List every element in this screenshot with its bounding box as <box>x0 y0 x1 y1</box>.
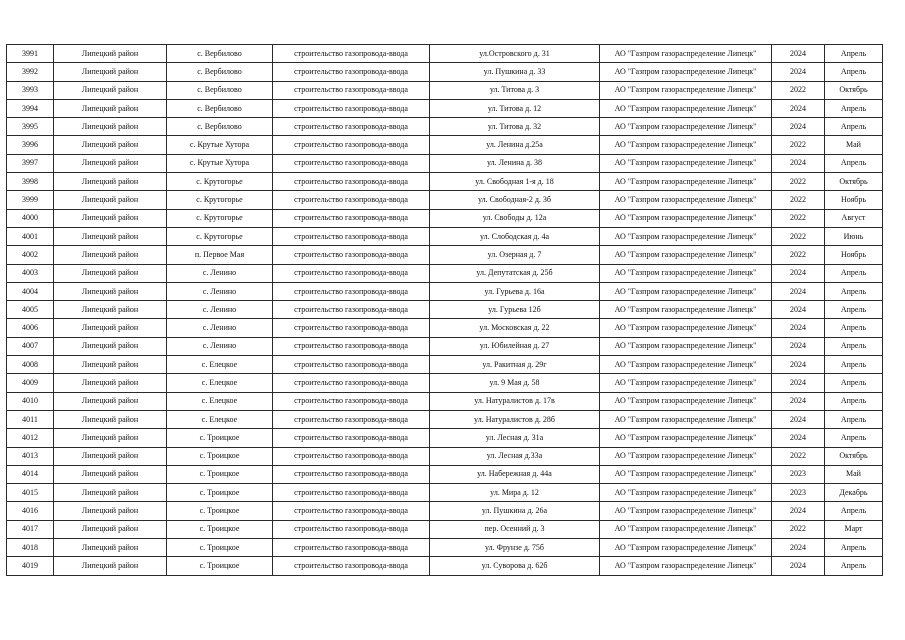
month-cell: Август <box>825 209 883 227</box>
contractor-cell: АО "Газпром газораспределение Липецк" <box>600 374 772 392</box>
address-cell: ул. Лесная д.33а <box>430 447 600 465</box>
contractor-cell: АО "Газпром газораспределение Липецк" <box>600 520 772 538</box>
contractor-cell: АО "Газпром газораспределение Липецк" <box>600 410 772 428</box>
settlement-cell: с. Крутогорье <box>167 173 273 191</box>
settlement-cell: с. Ленино <box>167 319 273 337</box>
contractor-cell: АО "Газпром газораспределение Липецк" <box>600 227 772 245</box>
row-number-cell: 3998 <box>7 173 54 191</box>
work-type-cell: строительство газопровода-ввода <box>273 319 430 337</box>
month-cell: Апрель <box>825 502 883 520</box>
table-row <box>7 264 883 282</box>
year-cell: 2024 <box>772 301 825 319</box>
district-cell: Липецкий район <box>54 99 167 117</box>
row-number-cell: 3991 <box>7 45 54 63</box>
district-cell: Липецкий район <box>54 81 167 99</box>
district-cell: Липецкий район <box>54 557 167 575</box>
address-cell: ул. Свободы д. 12а <box>430 209 600 227</box>
row-number-cell: 4006 <box>7 319 54 337</box>
district-cell: Липецкий район <box>54 374 167 392</box>
settlement-cell: с. Ленино <box>167 282 273 300</box>
table-row <box>7 45 883 63</box>
district-cell: Липецкий район <box>54 63 167 81</box>
contractor-cell: АО "Газпром газораспределение Липецк" <box>600 63 772 81</box>
work-type-cell: строительство газопровода-ввода <box>273 154 430 172</box>
year-cell: 2023 <box>772 484 825 502</box>
contractor-cell: АО "Газпром газораспределение Липецк" <box>600 173 772 191</box>
settlement-cell: с. Елецкое <box>167 374 273 392</box>
row-number-cell: 4015 <box>7 484 54 502</box>
address-cell: ул. Ракитная д. 29г <box>430 356 600 374</box>
work-type-cell: строительство газопровода-ввода <box>273 282 430 300</box>
month-cell: Апрель <box>825 429 883 447</box>
contractor-cell: АО "Газпром газораспределение Липецк" <box>600 356 772 374</box>
year-cell: 2024 <box>772 539 825 557</box>
work-type-cell: строительство газопровода-ввода <box>273 484 430 502</box>
contractor-cell: АО "Газпром газораспределение Липецк" <box>600 539 772 557</box>
district-cell: Липецкий район <box>54 337 167 355</box>
district-cell: Липецкий район <box>54 246 167 264</box>
district-cell: Липецкий район <box>54 319 167 337</box>
row-number-cell: 4001 <box>7 227 54 245</box>
contractor-cell: АО "Газпром газораспределение Липецк" <box>600 246 772 264</box>
row-number-cell: 4004 <box>7 282 54 300</box>
row-number-cell: 4009 <box>7 374 54 392</box>
table-row <box>7 191 883 209</box>
address-cell: ул. Натуралистов д. 28б <box>430 410 600 428</box>
month-cell: Апрель <box>825 557 883 575</box>
month-cell: Апрель <box>825 356 883 374</box>
month-cell: Октябрь <box>825 81 883 99</box>
table-body <box>7 45 883 576</box>
year-cell: 2024 <box>772 282 825 300</box>
work-type-cell: строительство газопровода-ввода <box>273 429 430 447</box>
table-row <box>7 429 883 447</box>
work-type-cell: строительство газопровода-ввода <box>273 520 430 538</box>
settlement-cell: с. Крутогорье <box>167 191 273 209</box>
settlement-cell: с. Елецкое <box>167 392 273 410</box>
row-number-cell: 3996 <box>7 136 54 154</box>
table-row <box>7 410 883 428</box>
contractor-cell: АО "Газпром газораспределение Липецк" <box>600 209 772 227</box>
row-number-cell: 3995 <box>7 118 54 136</box>
district-cell: Липецкий район <box>54 520 167 538</box>
address-cell: ул. Свободная-2 д. 3б <box>430 191 600 209</box>
settlement-cell: с. Крутогорье <box>167 209 273 227</box>
district-cell: Липецкий район <box>54 136 167 154</box>
district-cell: Липецкий район <box>54 282 167 300</box>
row-number-cell: 4007 <box>7 337 54 355</box>
row-number-cell: 4008 <box>7 356 54 374</box>
year-cell: 2024 <box>772 45 825 63</box>
month-cell: Апрель <box>825 118 883 136</box>
row-number-cell: 4016 <box>7 502 54 520</box>
year-cell: 2024 <box>772 429 825 447</box>
table-row <box>7 301 883 319</box>
settlement-cell: с. Ленино <box>167 337 273 355</box>
work-type-cell: строительство газопровода-ввода <box>273 173 430 191</box>
district-cell: Липецкий район <box>54 154 167 172</box>
row-number-cell: 4003 <box>7 264 54 282</box>
month-cell: Апрель <box>825 392 883 410</box>
work-type-cell: строительство газопровода-ввода <box>273 118 430 136</box>
table-row <box>7 374 883 392</box>
address-cell: ул. Титова д. 3 <box>430 81 600 99</box>
address-cell: ул. Московская д. 22 <box>430 319 600 337</box>
contractor-cell: АО "Газпром газораспределение Липецк" <box>600 319 772 337</box>
row-number-cell: 4014 <box>7 465 54 483</box>
month-cell: Апрель <box>825 319 883 337</box>
settlement-cell: с. Троицкое <box>167 557 273 575</box>
settlement-cell: с. Крутые Хутора <box>167 136 273 154</box>
row-number-cell: 4012 <box>7 429 54 447</box>
district-cell: Липецкий район <box>54 264 167 282</box>
month-cell: Июнь <box>825 227 883 245</box>
address-cell: ул.Островского д. 31 <box>430 45 600 63</box>
row-number-cell: 3993 <box>7 81 54 99</box>
month-cell: Апрель <box>825 282 883 300</box>
year-cell: 2024 <box>772 264 825 282</box>
table-row <box>7 539 883 557</box>
district-cell: Липецкий район <box>54 447 167 465</box>
year-cell: 2022 <box>772 81 825 99</box>
month-cell: Март <box>825 520 883 538</box>
address-cell: ул. Набережная д. 44а <box>430 465 600 483</box>
work-type-cell: строительство газопровода-ввода <box>273 99 430 117</box>
work-type-cell: строительство газопровода-ввода <box>273 227 430 245</box>
contractor-cell: АО "Газпром газораспределение Липецк" <box>600 484 772 502</box>
settlement-cell: с. Вербилово <box>167 81 273 99</box>
work-type-cell: строительство газопровода-ввода <box>273 209 430 227</box>
contractor-cell: АО "Газпром газораспределение Липецк" <box>600 392 772 410</box>
address-cell: ул. Натуралистов д. 17в <box>430 392 600 410</box>
work-type-cell: строительство газопровода-ввода <box>273 356 430 374</box>
settlement-cell: с. Крутые Хутора <box>167 154 273 172</box>
district-cell: Липецкий район <box>54 209 167 227</box>
year-cell: 2024 <box>772 557 825 575</box>
year-cell: 2024 <box>772 63 825 81</box>
work-type-cell: строительство газопровода-ввода <box>273 374 430 392</box>
district-cell: Липецкий район <box>54 429 167 447</box>
contractor-cell: АО "Газпром газораспределение Липецк" <box>600 465 772 483</box>
table-row <box>7 484 883 502</box>
settlement-cell: с. Троицкое <box>167 465 273 483</box>
year-cell: 2024 <box>772 337 825 355</box>
table-row <box>7 557 883 575</box>
contractor-cell: АО "Газпром газораспределение Липецк" <box>600 99 772 117</box>
year-cell: 2022 <box>772 227 825 245</box>
settlement-cell: с. Ленино <box>167 264 273 282</box>
month-cell: Декабрь <box>825 484 883 502</box>
row-number-cell: 3994 <box>7 99 54 117</box>
contractor-cell: АО "Газпром газораспределение Липецк" <box>600 447 772 465</box>
table-row <box>7 319 883 337</box>
address-cell: ул. Ленина д.25а <box>430 136 600 154</box>
year-cell: 2023 <box>772 465 825 483</box>
work-type-cell: строительство газопровода-ввода <box>273 136 430 154</box>
month-cell: Октябрь <box>825 447 883 465</box>
work-type-cell: строительство газопровода-ввода <box>273 392 430 410</box>
month-cell: Апрель <box>825 410 883 428</box>
work-type-cell: строительство газопровода-ввода <box>273 410 430 428</box>
settlement-cell: п. Первое Мая <box>167 246 273 264</box>
contractor-cell: АО "Газпром газораспределение Липецк" <box>600 154 772 172</box>
contractor-cell: АО "Газпром газораспределение Липецк" <box>600 136 772 154</box>
address-cell: ул. Фрунзе д. 75б <box>430 539 600 557</box>
contractor-cell: АО "Газпром газораспределение Липецк" <box>600 118 772 136</box>
contractor-cell: АО "Газпром газораспределение Липецк" <box>600 282 772 300</box>
row-number-cell: 4019 <box>7 557 54 575</box>
table-row <box>7 520 883 538</box>
year-cell: 2022 <box>772 173 825 191</box>
address-cell: ул. Слободская д. 4а <box>430 227 600 245</box>
work-type-cell: строительство газопровода-ввода <box>273 557 430 575</box>
table-row <box>7 118 883 136</box>
table-row <box>7 447 883 465</box>
gasification-schedule-table <box>6 44 883 576</box>
year-cell: 2024 <box>772 374 825 392</box>
address-cell: ул. Пушкина д. 26а <box>430 502 600 520</box>
address-cell: ул. Депутатская д. 25б <box>430 264 600 282</box>
year-cell: 2022 <box>772 136 825 154</box>
settlement-cell: с. Вербилово <box>167 45 273 63</box>
address-cell: ул. Титова д. 32 <box>430 118 600 136</box>
month-cell: Ноябрь <box>825 191 883 209</box>
address-cell: ул. Свободная 1-я д. 18 <box>430 173 600 191</box>
table-row <box>7 227 883 245</box>
month-cell: Апрель <box>825 301 883 319</box>
address-cell: ул. 9 Мая д. 58 <box>430 374 600 392</box>
month-cell: Апрель <box>825 264 883 282</box>
settlement-cell: с. Троицкое <box>167 429 273 447</box>
district-cell: Липецкий район <box>54 227 167 245</box>
work-type-cell: строительство газопровода-ввода <box>273 63 430 81</box>
district-cell: Липецкий район <box>54 392 167 410</box>
district-cell: Липецкий район <box>54 484 167 502</box>
settlement-cell: с. Троицкое <box>167 447 273 465</box>
settlement-cell: с. Крутогорье <box>167 227 273 245</box>
district-cell: Липецкий район <box>54 118 167 136</box>
settlement-cell: с. Троицкое <box>167 484 273 502</box>
district-cell: Липецкий район <box>54 410 167 428</box>
contractor-cell: АО "Газпром газораспределение Липецк" <box>600 557 772 575</box>
table-row <box>7 63 883 81</box>
table-row <box>7 154 883 172</box>
year-cell: 2022 <box>772 209 825 227</box>
contractor-cell: АО "Газпром газораспределение Липецк" <box>600 301 772 319</box>
work-type-cell: строительство газопровода-ввода <box>273 246 430 264</box>
work-type-cell: строительство газопровода-ввода <box>273 301 430 319</box>
district-cell: Липецкий район <box>54 502 167 520</box>
month-cell: Апрель <box>825 154 883 172</box>
contractor-cell: АО "Газпром газораспределение Липецк" <box>600 264 772 282</box>
address-cell: ул. Лесная д. 31а <box>430 429 600 447</box>
contractor-cell: АО "Газпром газораспределение Липецк" <box>600 429 772 447</box>
row-number-cell: 4013 <box>7 447 54 465</box>
month-cell: Апрель <box>825 99 883 117</box>
address-cell: ул. Озерная д. 7 <box>430 246 600 264</box>
month-cell: Ноябрь <box>825 246 883 264</box>
table-row <box>7 337 883 355</box>
year-cell: 2024 <box>772 356 825 374</box>
row-number-cell: 4000 <box>7 209 54 227</box>
address-cell: ул. Юбилейная д. 27 <box>430 337 600 355</box>
contractor-cell: АО "Газпром газораспределение Липецк" <box>600 45 772 63</box>
month-cell: Апрель <box>825 539 883 557</box>
settlement-cell: с. Троицкое <box>167 539 273 557</box>
table-row <box>7 99 883 117</box>
row-number-cell: 3997 <box>7 154 54 172</box>
contractor-cell: АО "Газпром газораспределение Липецк" <box>600 502 772 520</box>
contractor-cell: АО "Газпром газораспределение Липецк" <box>600 81 772 99</box>
row-number-cell: 4018 <box>7 539 54 557</box>
table-row <box>7 392 883 410</box>
address-cell: ул. Гурьева д. 16а <box>430 282 600 300</box>
year-cell: 2022 <box>772 520 825 538</box>
work-type-cell: строительство газопровода-ввода <box>273 81 430 99</box>
settlement-cell: с. Вербилово <box>167 63 273 81</box>
district-cell: Липецкий район <box>54 356 167 374</box>
contractor-cell: АО "Газпром газораспределение Липецк" <box>600 337 772 355</box>
month-cell: Апрель <box>825 45 883 63</box>
work-type-cell: строительство газопровода-ввода <box>273 45 430 63</box>
month-cell: Октябрь <box>825 173 883 191</box>
address-cell: ул. Суворова д. 62б <box>430 557 600 575</box>
district-cell: Липецкий район <box>54 465 167 483</box>
district-cell: Липецкий район <box>54 191 167 209</box>
table-row <box>7 502 883 520</box>
district-cell: Липецкий район <box>54 301 167 319</box>
address-cell: пер. Осенний д. 3 <box>430 520 600 538</box>
month-cell: Апрель <box>825 337 883 355</box>
year-cell: 2022 <box>772 246 825 264</box>
work-type-cell: строительство газопровода-ввода <box>273 191 430 209</box>
settlement-cell: с. Ленино <box>167 301 273 319</box>
settlement-cell: с. Вербилово <box>167 99 273 117</box>
district-cell: Липецкий район <box>54 539 167 557</box>
work-type-cell: строительство газопровода-ввода <box>273 447 430 465</box>
year-cell: 2024 <box>772 118 825 136</box>
district-cell: Липецкий район <box>54 45 167 63</box>
month-cell: Май <box>825 136 883 154</box>
table-row <box>7 173 883 191</box>
row-number-cell: 4011 <box>7 410 54 428</box>
district-cell: Липецкий район <box>54 173 167 191</box>
settlement-cell: с. Вербилово <box>167 118 273 136</box>
row-number-cell: 4002 <box>7 246 54 264</box>
table-row <box>7 465 883 483</box>
table-row <box>7 356 883 374</box>
table-row <box>7 246 883 264</box>
month-cell: Апрель <box>825 63 883 81</box>
address-cell: ул. Мира д. 12 <box>430 484 600 502</box>
address-cell: ул. Ленина д. 38 <box>430 154 600 172</box>
month-cell: Май <box>825 465 883 483</box>
contractor-cell: АО "Газпром газораспределение Липецк" <box>600 191 772 209</box>
table-row <box>7 136 883 154</box>
year-cell: 2024 <box>772 319 825 337</box>
year-cell: 2024 <box>772 410 825 428</box>
settlement-cell: с. Елецкое <box>167 356 273 374</box>
year-cell: 2024 <box>772 502 825 520</box>
table-row <box>7 282 883 300</box>
table-row <box>7 81 883 99</box>
row-number-cell: 3992 <box>7 63 54 81</box>
address-cell: ул. Гурьева 12б <box>430 301 600 319</box>
work-type-cell: строительство газопровода-ввода <box>273 337 430 355</box>
work-type-cell: строительство газопровода-ввода <box>273 539 430 557</box>
year-cell: 2024 <box>772 154 825 172</box>
settlement-cell: с. Елецкое <box>167 410 273 428</box>
row-number-cell: 4010 <box>7 392 54 410</box>
month-cell: Апрель <box>825 374 883 392</box>
address-cell: ул. Титова д. 12 <box>430 99 600 117</box>
settlement-cell: с. Троицкое <box>167 502 273 520</box>
settlement-cell: с. Троицкое <box>167 520 273 538</box>
year-cell: 2022 <box>772 447 825 465</box>
table-row <box>7 209 883 227</box>
row-number-cell: 3999 <box>7 191 54 209</box>
work-type-cell: строительство газопровода-ввода <box>273 465 430 483</box>
year-cell: 2024 <box>772 99 825 117</box>
row-number-cell: 4017 <box>7 520 54 538</box>
work-type-cell: строительство газопровода-ввода <box>273 264 430 282</box>
work-type-cell: строительство газопровода-ввода <box>273 502 430 520</box>
row-number-cell: 4005 <box>7 301 54 319</box>
address-cell: ул. Пушкина д. 33 <box>430 63 600 81</box>
year-cell: 2024 <box>772 392 825 410</box>
year-cell: 2022 <box>772 191 825 209</box>
